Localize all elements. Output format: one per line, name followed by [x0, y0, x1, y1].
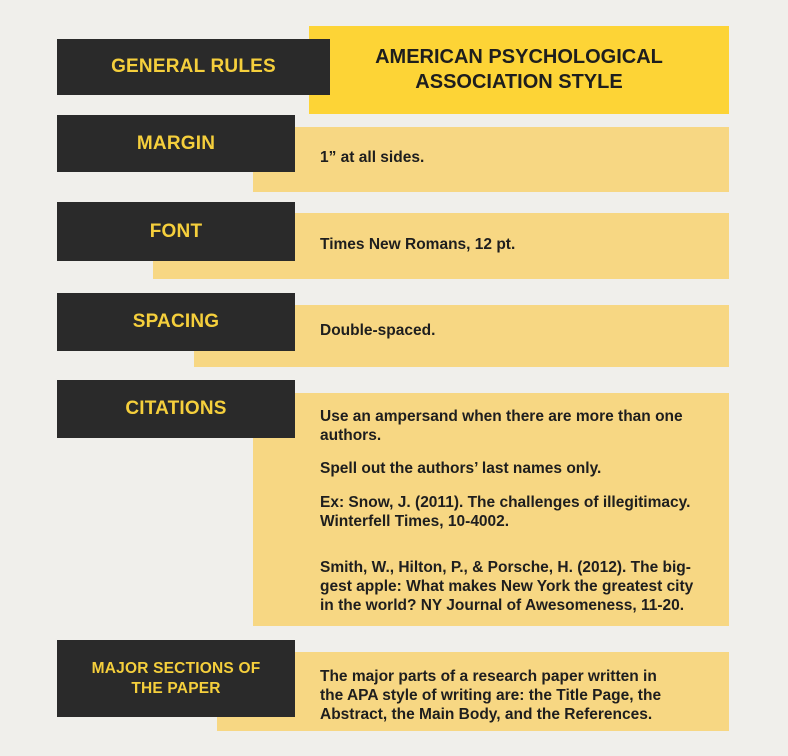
page-title [309, 26, 729, 114]
page-title-line-2: ASSOCIATION STYLE [415, 71, 623, 93]
citations-label [57, 380, 295, 438]
spacing-label [57, 293, 295, 351]
major-sections-value-line-1: The major parts of a research paper written in [320, 668, 657, 685]
citations-example-1-line-2: Winterfell Times, 10-4002. [320, 513, 510, 530]
spacing-value: Double-spaced. [320, 322, 436, 339]
major-sections-value-line-2: the APA style of writing are: the Title Page, the [320, 687, 662, 704]
citations-rule-1-line-2: authors. [320, 427, 382, 444]
citations-rule-1-line-1: Use an ampersand when there are more than one [320, 408, 683, 425]
citations-rule-2: Spell out the authors’ last names only. [320, 460, 602, 477]
margin-label [57, 115, 295, 172]
citations-label-text: CITATIONS [125, 398, 227, 419]
major-sections-label-line-1: MAJOR SECTIONS OF [91, 659, 261, 677]
font-label [57, 202, 295, 261]
citations-example-2-line-1: Smith, W., Hilton, P., & Porsche, H. (2012). The big- [320, 559, 691, 576]
general-rules-label [57, 39, 330, 95]
font-label-text: FONT [149, 220, 203, 242]
citations-example-1-line-1: Ex: Snow, J. (2011). The challenges of illegitimacy. [320, 494, 691, 511]
general-rules-text: GENERAL RULES [111, 56, 276, 77]
major-sections-label-line-2: THE PAPER [131, 679, 221, 697]
page-title-line-1: AMERICAN PSYCHOLOGICAL [375, 46, 663, 68]
major-sections-value-line-3: Abstract, the Main Body, and the References. [320, 706, 653, 723]
margin-value: 1” at all sides. [320, 149, 425, 166]
major-sections-label [57, 640, 295, 717]
font-value: Times New Romans, 12 pt. [320, 236, 516, 253]
margin-label-text: MARGIN [136, 132, 216, 154]
citations-example-2-line-2: gest apple: What makes New York the greatest city [320, 578, 694, 595]
citations-example-2-line-3: in the world? NY Journal of Awesomeness, 11-20. [320, 597, 685, 614]
spacing-label-text: SPACING [132, 311, 220, 332]
